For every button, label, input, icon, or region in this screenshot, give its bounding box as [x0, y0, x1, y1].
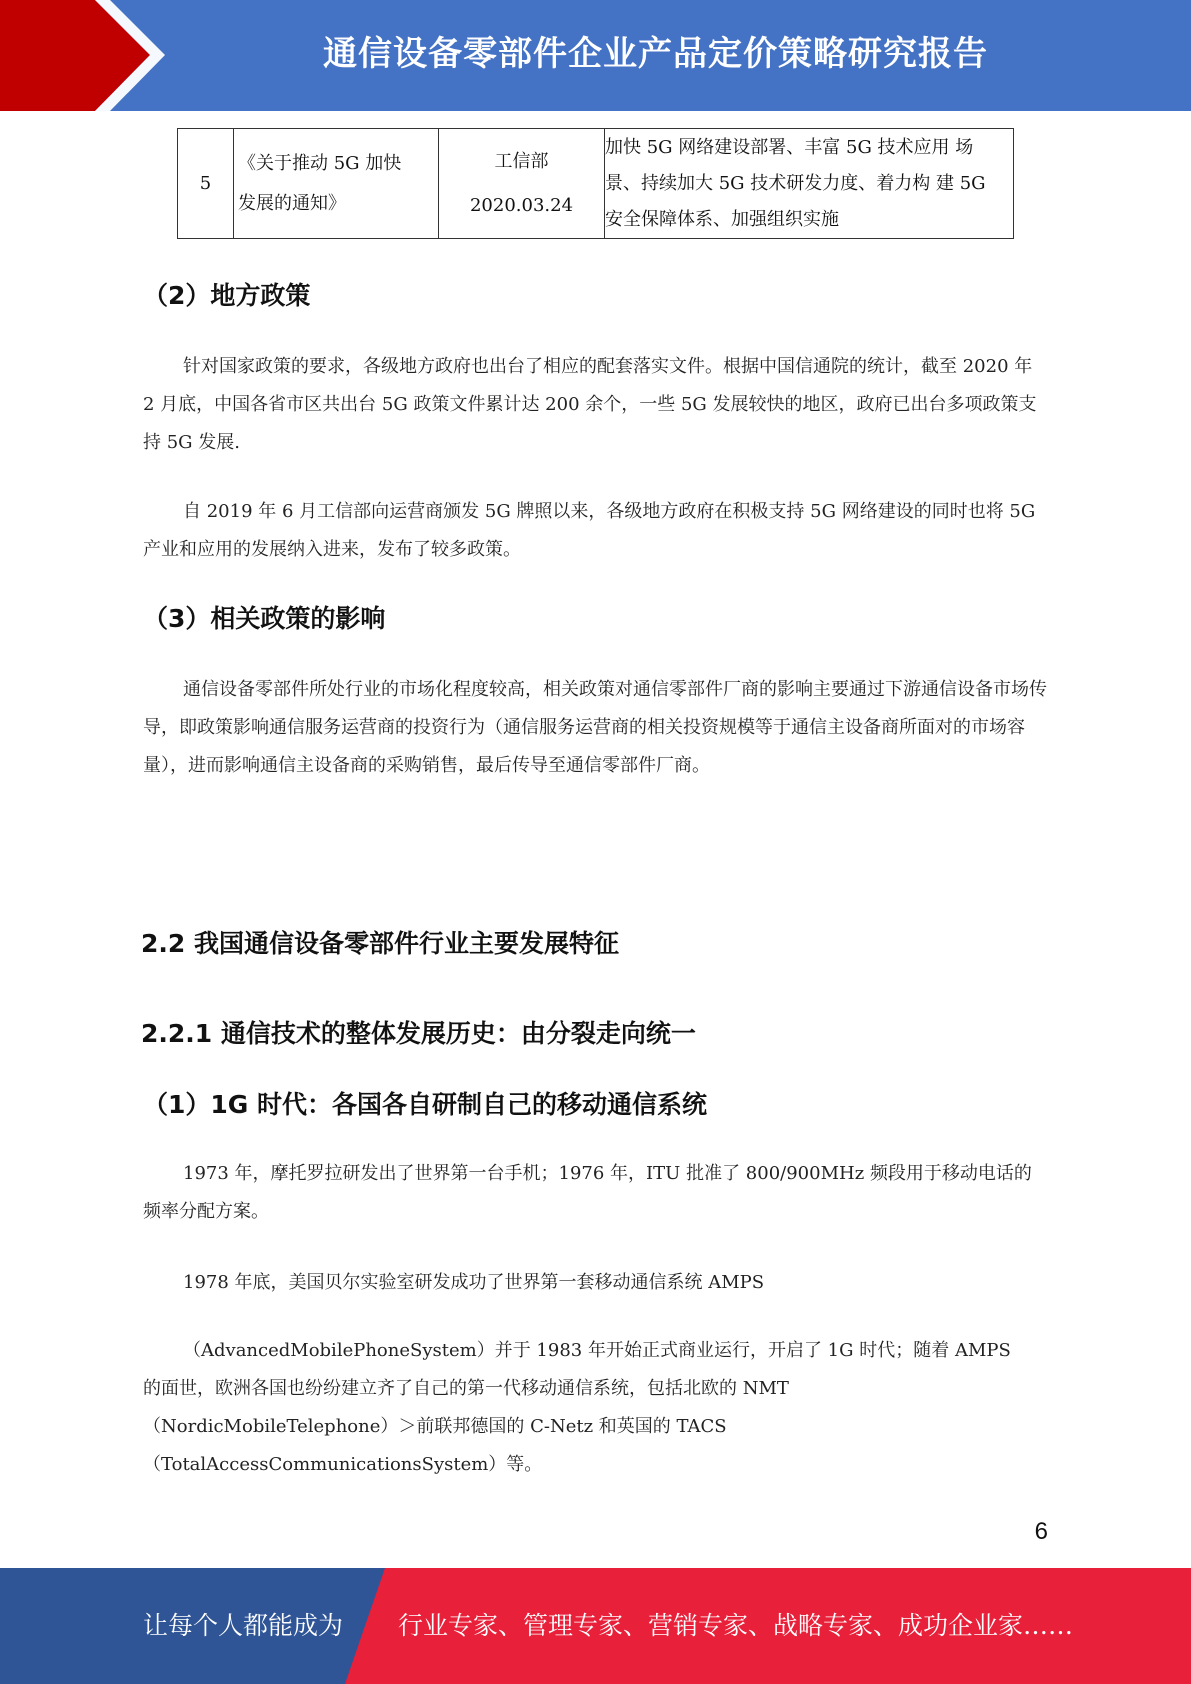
section-heading-policy-impact: （3）相关政策的影响 [143, 604, 386, 633]
paragraph-1g-2: 1978 年底，美国贝尔实验室研发成功了世界第一套移动通信系统 AMPS [183, 1272, 765, 1293]
policy-table [177, 128, 1014, 239]
section-heading-2-2-1: 2.2.1 通信技术的整体发展历史：由分裂走向统一 [141, 1019, 696, 1048]
policy-name-line: 发展的通知》 [238, 192, 346, 214]
paragraph-1g-3-line: 的面世，欧洲各国也纷纷建立齐了自己的第一代移动通信系统，包括北欧的 NMT [143, 1378, 789, 1399]
page-number: 6 [1034, 1518, 1048, 1545]
content-line: 安全保障体系、加强组织实施 [605, 208, 839, 230]
section-heading-1g: （1）1G 时代：各国各自研制自己的移动通信系统 [143, 1090, 708, 1119]
table-row [178, 129, 1014, 239]
paragraph-1g-1: 1973 年，摩托罗拉研发出了世界第一台手机；1976 年，ITU 批准了 800/900MHz 频段用于移动电话的频率分配方案。 [143, 1163, 1032, 1222]
section-heading-local-policy: （2）地方政策 [143, 281, 311, 310]
paragraph-1g-3-line: （AdvancedMobilePhoneSystem）并于 1983 年开始正式商业运行，开启了 1G 时代；随着 AMPS [183, 1340, 1011, 1361]
section-heading-2-2: 2.2 我国通信设备零部件行业主要发展特征 [141, 929, 619, 958]
content-line: 加快 5G 网络建设部署、丰富 5G 技术应用 场 [605, 136, 974, 158]
page-footer [0, 1568, 1191, 1684]
paragraph-policy-impact: 通信设备零部件所处行业的市场化程度较高，相关政策对通信零部件厂商的影响主要通过下游通信设备市场传导，即政策影响通信服务运营商的投资行为（通信服务运营商的相关投资规模等于通信主设备商所面对的市场容量），进而影响通信主设备商的采购销售，最后传导至通信零部件厂商。 [143, 679, 1047, 776]
issuer-cell [439, 129, 605, 239]
paragraph-1g-3-line: （TotalAccessCommunicationsSystem）等。 [143, 1454, 543, 1475]
page-header [0, 0, 1191, 111]
content-line: 景、持续加大 5G 技术研发力度、着力构 建 5G [605, 172, 986, 194]
issuer-name: 工信部 [494, 150, 549, 172]
paragraph-local-policy-2: 自 2019 年 6 月工信部向运营商颁发 5G 牌照以来，各级地方政府在积极支持 5G 网络建设的同时也将 5G 产业和应用的发展纳入进来，发布了较多政策。 [143, 501, 1036, 560]
footer-slogan-right: 行业专家、管理专家、营销专家、战略专家、成功企业家…… [398, 1611, 1074, 1640]
report-title: 通信设备零部件企业产品定价策略研究报告 [323, 34, 988, 74]
paragraph-1g-3-line: （NordicMobileTelephone）＞前联邦德国的 C-Netz 和英国的 TACS [143, 1416, 727, 1437]
footer-slogan-left: 让每个人都能成为 [143, 1611, 344, 1640]
policy-name-line: 《关于推动 5G 加快 [238, 152, 402, 174]
policy-content-cell [605, 129, 1014, 239]
issue-date: 2020.03.24 [469, 194, 574, 216]
policy-name-cell [234, 129, 439, 239]
paragraph-local-policy-1: 针对国家政策的要求，各级地方政府也出台了相应的配套落实文件。根据中国信通院的统计，截至 2020 年 2 月底，中国各省市区共出台 5G 政策文件累计达 200 余个，一些 5G 发展较快的地区，政府已出台多项政策支持 5G 发展. [143, 356, 1037, 453]
row-number: 5 [178, 129, 234, 239]
